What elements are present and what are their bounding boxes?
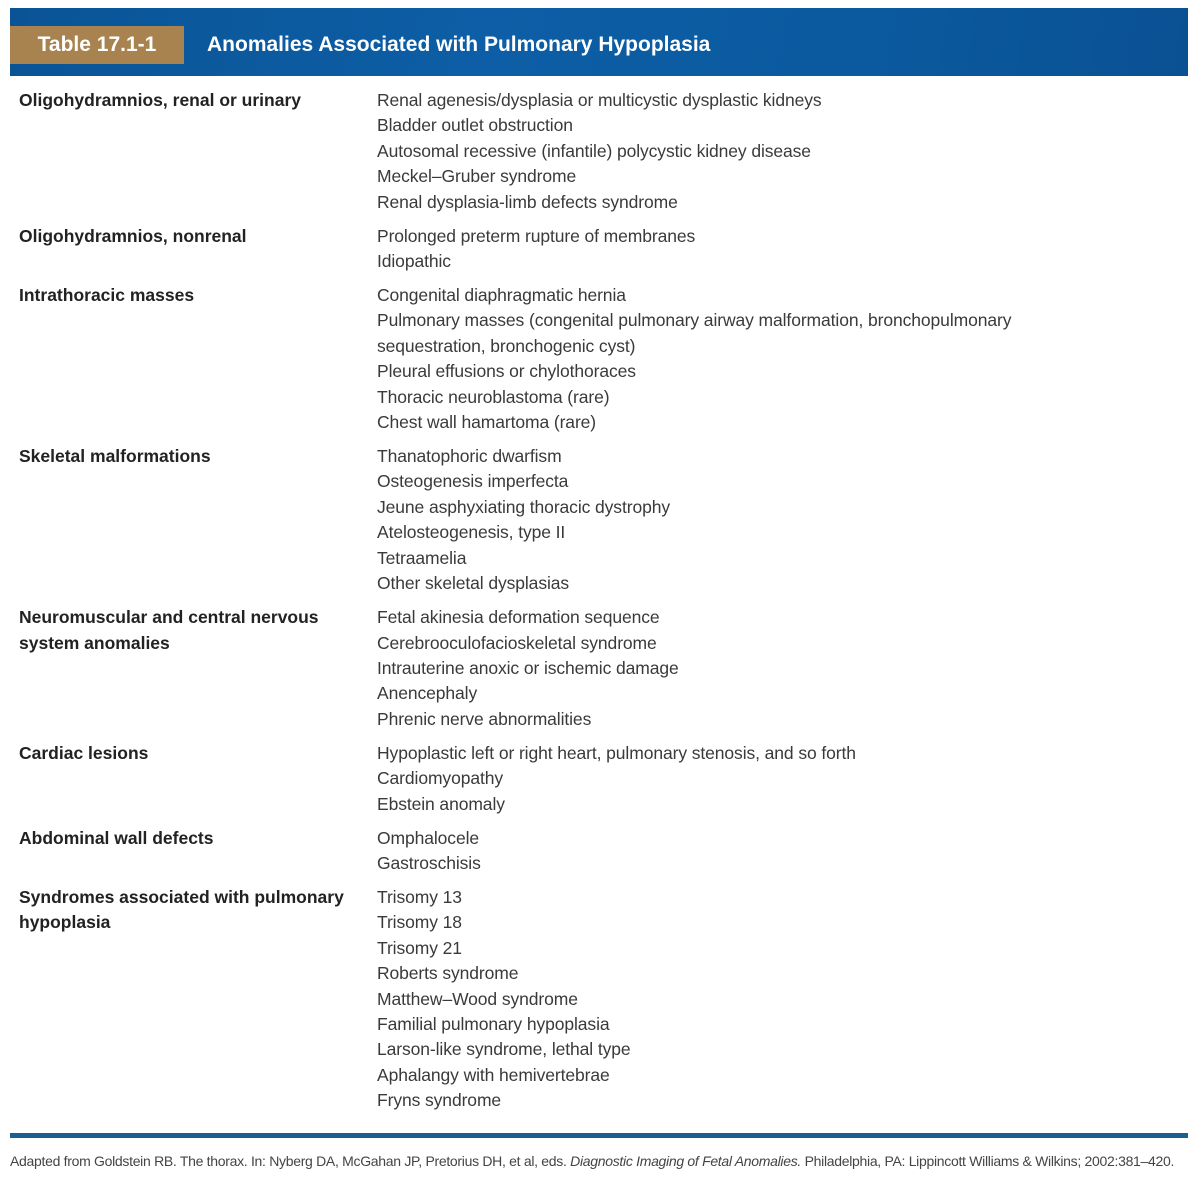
anomaly-item: Jeune asphyxiating thoracic dystrophy	[377, 496, 670, 517]
anomaly-item: Tetraamelia	[377, 547, 467, 568]
anomaly-item: Gastroschisis	[377, 852, 481, 873]
table-header	[10, 8, 1188, 76]
category-label: Oligohydramnios, renal or urinary	[19, 90, 302, 110]
table-row	[0, 605, 1196, 741]
category-label: Syndromes associated with pulmonary hypoplasia	[19, 886, 344, 933]
table-row	[0, 88, 1196, 224]
anomaly-item: Ebstein anomaly	[377, 793, 505, 814]
anomaly-item: Thoracic neuroblastoma (rare)	[377, 386, 610, 407]
bottom-rule	[10, 1133, 1188, 1138]
anomaly-item: Pleural effusions or chylothoraces	[377, 361, 636, 382]
anomaly-item: Trisomy 18	[377, 912, 462, 933]
table-row	[0, 283, 1196, 444]
category-label: Oligohydramnios, nonrenal	[19, 225, 247, 246]
anomaly-item: Pulmonary masses (congenital pulmonary airway malformation, bronchopulmonary sequestration, bronchogenic cyst)	[377, 310, 1012, 356]
anomalies-table	[0, 88, 1196, 1122]
source-text-end: Philadelphia, PA: Lippincott Williams & Wilkins; 2002:381–420.	[801, 1153, 1175, 1169]
anomaly-item: Congenital diaphragmatic hernia	[377, 285, 626, 306]
table-number: Table 17.1-1	[10, 26, 184, 64]
anomaly-item: Cerebrooculofacioskeletal syndrome	[377, 632, 657, 653]
anomaly-item: Autosomal recessive (infantile) polycystic kidney disease	[377, 140, 811, 161]
table-title: Anomalies Associated with Pulmonary Hypoplasia	[207, 33, 711, 56]
anomaly-item: Intrauterine anoxic or ischemic damage	[377, 657, 679, 678]
category-label: Intrathoracic masses	[19, 285, 195, 306]
anomaly-item: Idiopathic	[377, 251, 451, 272]
source-text: Adapted from Goldstein RB. The thorax. In: Nyberg DA, McGahan JP, Pretorius DH, et al, eds.	[10, 1153, 571, 1169]
table-row	[0, 224, 1196, 283]
table-row	[0, 826, 1196, 885]
anomaly-item: Matthew–Wood syndrome	[377, 988, 578, 1009]
anomaly-item: Fetal akinesia deformation sequence	[377, 607, 660, 628]
source-book-title: Diagnostic Imaging of Fetal Anomalies.	[570, 1153, 802, 1169]
source-note	[10, 1151, 1190, 1171]
anomaly-item: Roberts syndrome	[377, 963, 519, 984]
anomaly-item: Trisomy 13	[377, 886, 462, 907]
anomaly-item: Other skeletal dysplasias	[377, 573, 570, 594]
anomaly-item: Cardiomyopathy	[377, 768, 504, 789]
anomaly-item: Prolonged preterm rupture of membranes	[377, 225, 696, 246]
anomaly-item: Renal agenesis/dysplasia or multicystic dysplastic kidneys	[377, 90, 822, 110]
anomaly-item: Hypoplastic left or right heart, pulmonary stenosis, and so forth	[377, 742, 856, 763]
table-row	[0, 885, 1196, 1122]
anomaly-item: Aphalangy with hemivertebrae	[377, 1064, 610, 1085]
anomaly-item: Renal dysplasia-limb defects syndrome	[377, 191, 678, 212]
category-label: Neuromuscular and central nervous system anomalies	[19, 607, 319, 653]
anomaly-item: Meckel–Gruber syndrome	[377, 166, 577, 187]
anomaly-item: Osteogenesis imperfecta	[377, 471, 569, 492]
category-label: Abdominal wall defects	[19, 827, 214, 848]
anomaly-item: Phrenic nerve abnormalities	[377, 708, 592, 729]
anomaly-item: Chest wall hamartoma (rare)	[377, 412, 597, 433]
anomaly-item: Atelosteogenesis, type II	[377, 522, 566, 543]
anomaly-item: Omphalocele	[377, 827, 480, 848]
anomaly-item: Fryns syndrome	[377, 1090, 502, 1111]
anomaly-item: Thanatophoric dwarfism	[377, 446, 562, 467]
table-row	[0, 741, 1196, 826]
anomaly-item: Larson-like syndrome, lethal type	[377, 1039, 631, 1060]
anomaly-item: Anencephaly	[377, 683, 478, 704]
anomaly-item: Familial pulmonary hypoplasia	[377, 1013, 610, 1034]
category-label: Skeletal malformations	[19, 446, 211, 467]
anomaly-item: Bladder outlet obstruction	[377, 115, 573, 136]
table-row	[0, 444, 1196, 605]
anomaly-item: Trisomy 21	[377, 937, 462, 958]
category-label: Cardiac lesions	[19, 742, 149, 763]
